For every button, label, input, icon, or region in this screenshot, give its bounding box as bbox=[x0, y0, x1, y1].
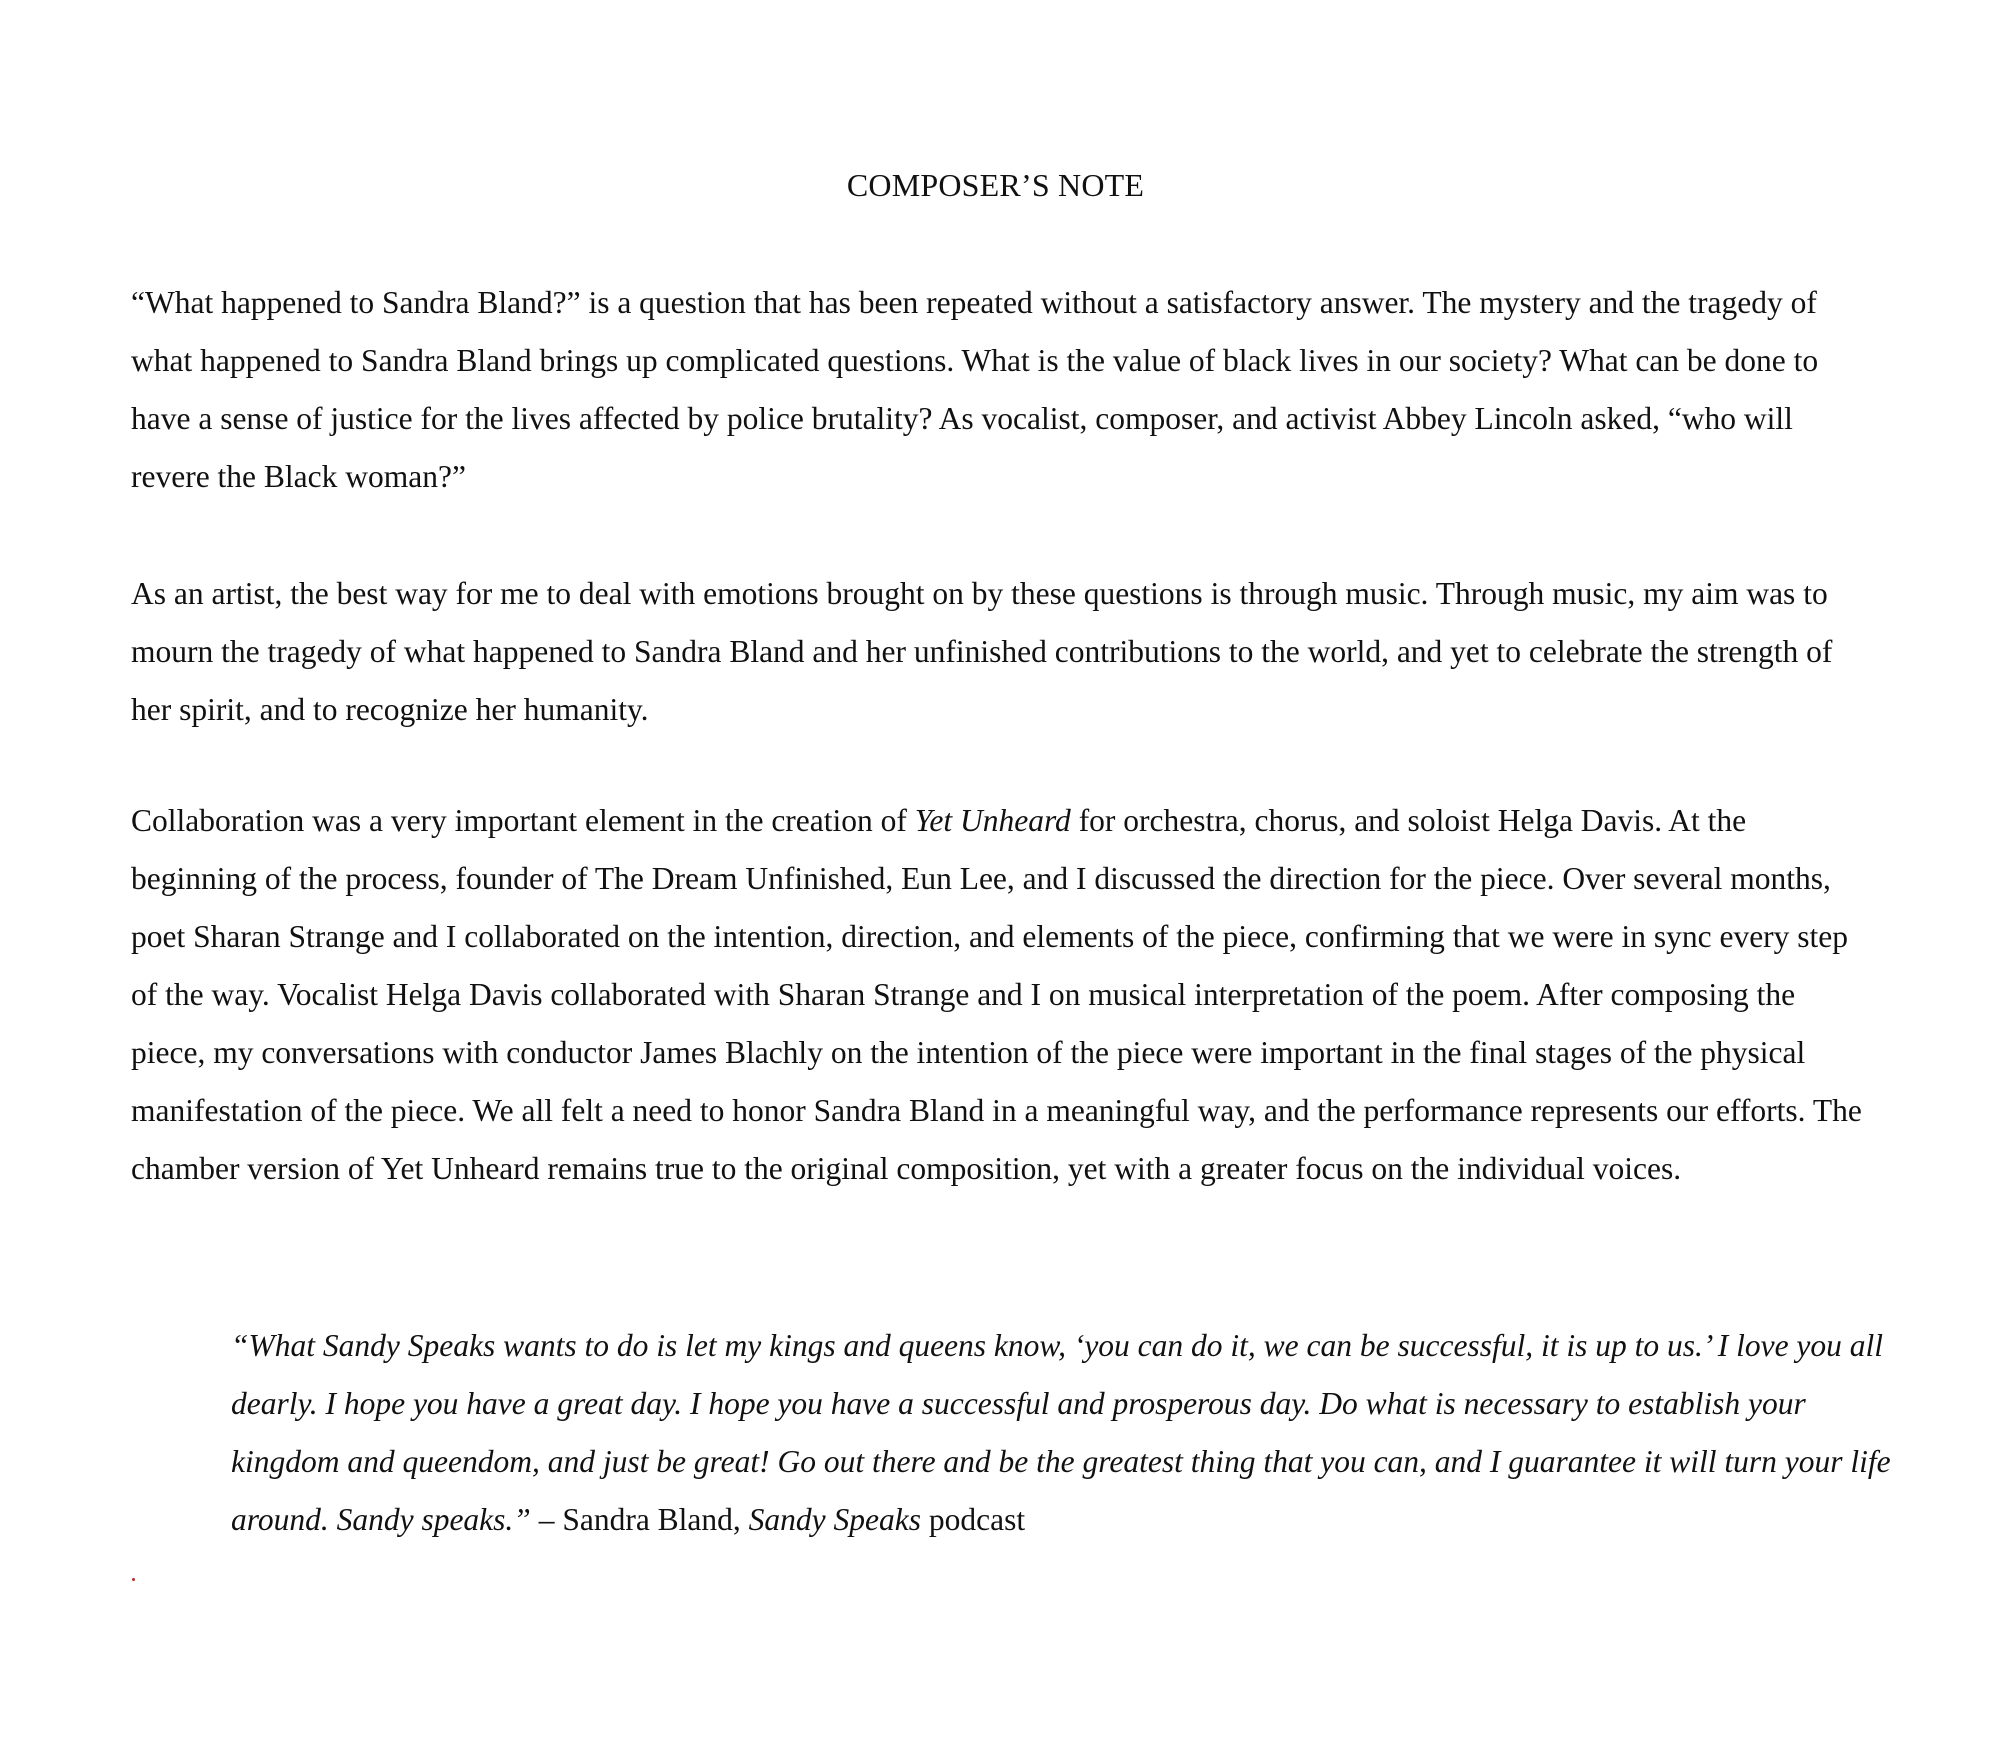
quote-source: Sandy Speaks bbox=[748, 1502, 921, 1537]
work-title: Yet Unheard bbox=[914, 803, 1071, 838]
red-dot-mark bbox=[132, 1578, 135, 1581]
collaboration-text-start: Collaboration was a very important element in the creation of bbox=[131, 803, 915, 838]
block-quote bbox=[231, 1317, 1891, 1549]
page-title: COMPOSER’S NOTE bbox=[846, 167, 1145, 203]
paragraph-collaboration bbox=[131, 792, 1871, 1198]
collaboration-text-end: for orchestra, chorus, and soloist Helga Davis. At the beginning of the process, founder of The Dream Unfinished, Eun Lee, and I discussed the direction for the piece. Over several months, poet Sharan Strange and I collaborated on the intention, direction, and elements of the piece, confirming that we were in sync every step of the way. Vocalist Helga Davis collaborated with Sharan Strange and I on musical interpretation of the poem. After composing the piece, my conversations with conductor James Blachly on the intention of the piece were important in the final stages of the physical manifestation of the piece. We all felt a need to honor Sandra Bland in a meaningful way, and the performance represents our efforts. The chamber version of Yet Unheard remains true to the original composition, yet with a greater focus on the individual voices. bbox=[131, 803, 1862, 1186]
quote-source-type: podcast bbox=[921, 1502, 1026, 1537]
paragraph-artist-statement: As an artist, the best way for me to deal with emotions brought on by these questions is through music. Through music, my aim was to mourn the tragedy of what happened to Sandra Bland and her unfinished contributions to the world, and yet to celebrate the strength of her spirit, and to recognize her humanity. bbox=[131, 576, 1833, 727]
quote-text: “What Sandy Speaks wants to do is let my kings and queens know, ‘you can do it, we can be successful, it is up to us.’ I love you all dearly. I hope you have a great day. I hope you have a successful and prosperous day. Do what is necessary to establish your kingdom and queendom, and just be great! Go out there and be the greatest thing that you can, and I guarantee it will turn your life around. Sandy speaks.” bbox=[231, 1328, 1891, 1537]
paragraph-intro: “What happened to Sandra Bland?” is a question that has been repeated without a satisfactory answer. The mystery and the tragedy of what happened to Sandra Bland brings up complicated questions. What is the value of black lives in our society? What can be done to have a sense of justice for the lives affected by police brutality? As vocalist, composer, and activist Abbey Lincoln asked, “who will revere the Black woman?” bbox=[131, 285, 1819, 494]
quote-attribution: – Sandra Bland, bbox=[530, 1502, 749, 1537]
